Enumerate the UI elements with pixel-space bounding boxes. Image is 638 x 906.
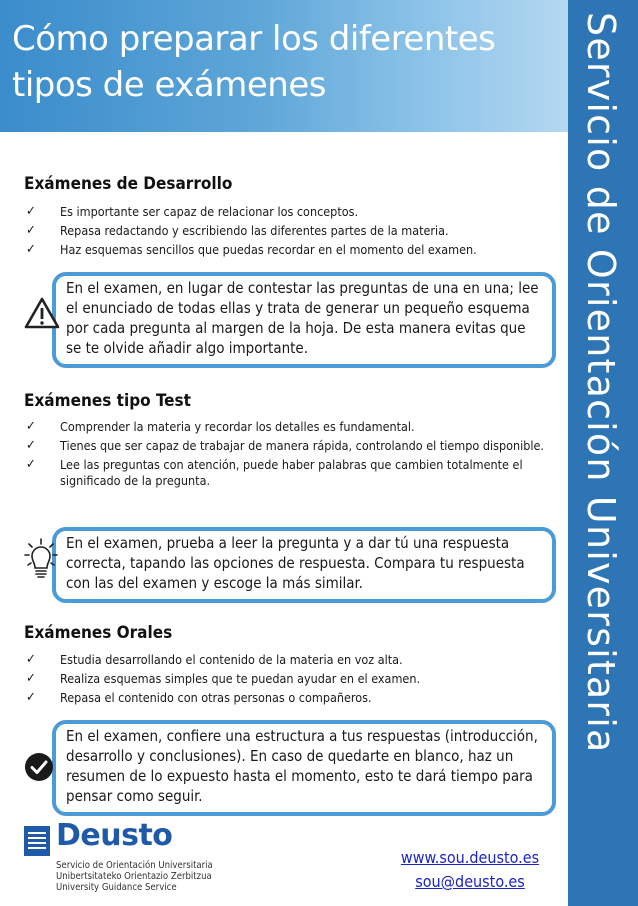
website-link[interactable]: www.sou.deusto.es	[400, 848, 540, 867]
callout-text: En el examen, en lugar de contestar las preguntas de una en una; lee el enunciado de todas ellas y trata de generar un pequeño esquema por cada pregunta al margen de la hoja. De esta manera evitas que se te olvide añadir algo importante.	[66, 279, 539, 357]
sidebar-banner	[568, 0, 638, 906]
list-item: ✓ Comprender la materia y recordar los detalles es fundamental.	[26, 419, 415, 434]
list-item: ✓ Es importante ser capaz de relacionar los conceptos.	[26, 204, 359, 219]
checkmark-icon: ✓	[26, 242, 36, 257]
callout-orales	[52, 720, 556, 816]
section-title-test: Exámenes tipo Test	[24, 391, 191, 411]
contact-info	[380, 846, 560, 894]
sidebar-vertical-title: Servicio de Orientación Universitaria	[579, 12, 623, 754]
university-crest-icon	[24, 826, 50, 856]
callout-test	[52, 527, 556, 603]
list-item: ✓ Realiza esquemas simples que te puedan ayudar en el examen.	[26, 671, 421, 686]
bullet-list-test	[24, 419, 544, 492]
checkmark-icon: ✓	[26, 652, 36, 667]
header-banner	[0, 0, 568, 132]
lightbulb-icon	[24, 538, 58, 582]
callout-text: En el examen, prueba a leer la pregunta y a dar tú una respuesta correcta, tapando las opciones de respuesta. Compara tu respuesta con las del examen y escoge la más similar.	[66, 534, 525, 592]
bullet-list-orales	[24, 652, 544, 709]
checkmark-icon: ✓	[26, 671, 36, 686]
list-item: ✓ Haz esquemas sencillos que puedas recordar en el momento del examen.	[26, 242, 477, 257]
list-item: ✓ Lee las preguntas con atención, puede haber palabras que cambien totalmente el significado de la pregunta.	[26, 457, 523, 488]
checkmark-icon: ✓	[26, 690, 36, 705]
warning-icon	[24, 296, 60, 330]
page-title: Cómo preparar los diferentes tipos de exámenes	[12, 19, 496, 105]
checkmark-circle-icon	[24, 752, 54, 782]
checkmark-icon: ✓	[26, 223, 36, 238]
list-item: ✓ Repasa redactando y escribiendo las diferentes partes de la materia.	[26, 223, 449, 238]
list-item: ✓ Tienes que ser capaz de trabajar de manera rápida, controlando el tiempo disponible.	[26, 438, 545, 453]
logo-subtitle: Servicio de Orientación Universitaria Unibertsitateko Orientazio Zerbitzua University Guidance Service	[56, 860, 213, 893]
list-item: ✓ Repasa el contenido con otras personas o compañeros.	[26, 690, 372, 705]
checkmark-icon: ✓	[26, 457, 36, 472]
checkmark-icon: ✓	[26, 204, 36, 219]
list-item: ✓ Estudia desarrollando el contenido de la materia en voz alta.	[26, 652, 403, 667]
callout-text: En el examen, confiere una estructura a tus respuestas (introducción, desarrollo y conclusiones). En caso de quedarte en blanco, haz un resumen de lo expuesto hasta el momento, esto te dará tiempo para pensar como seguir.	[66, 727, 538, 805]
bullet-list-desarrollo	[24, 204, 544, 261]
checkmark-icon: ✓	[26, 438, 36, 453]
section-title-desarrollo: Exámenes de Desarrollo	[24, 174, 233, 194]
checkmark-icon: ✓	[26, 419, 36, 434]
email-link[interactable]: sou@deusto.es	[415, 872, 525, 891]
callout-desarrollo	[52, 272, 556, 368]
section-title-orales: Exámenes Orales	[24, 623, 173, 643]
logo-brand: Deusto	[56, 818, 173, 853]
